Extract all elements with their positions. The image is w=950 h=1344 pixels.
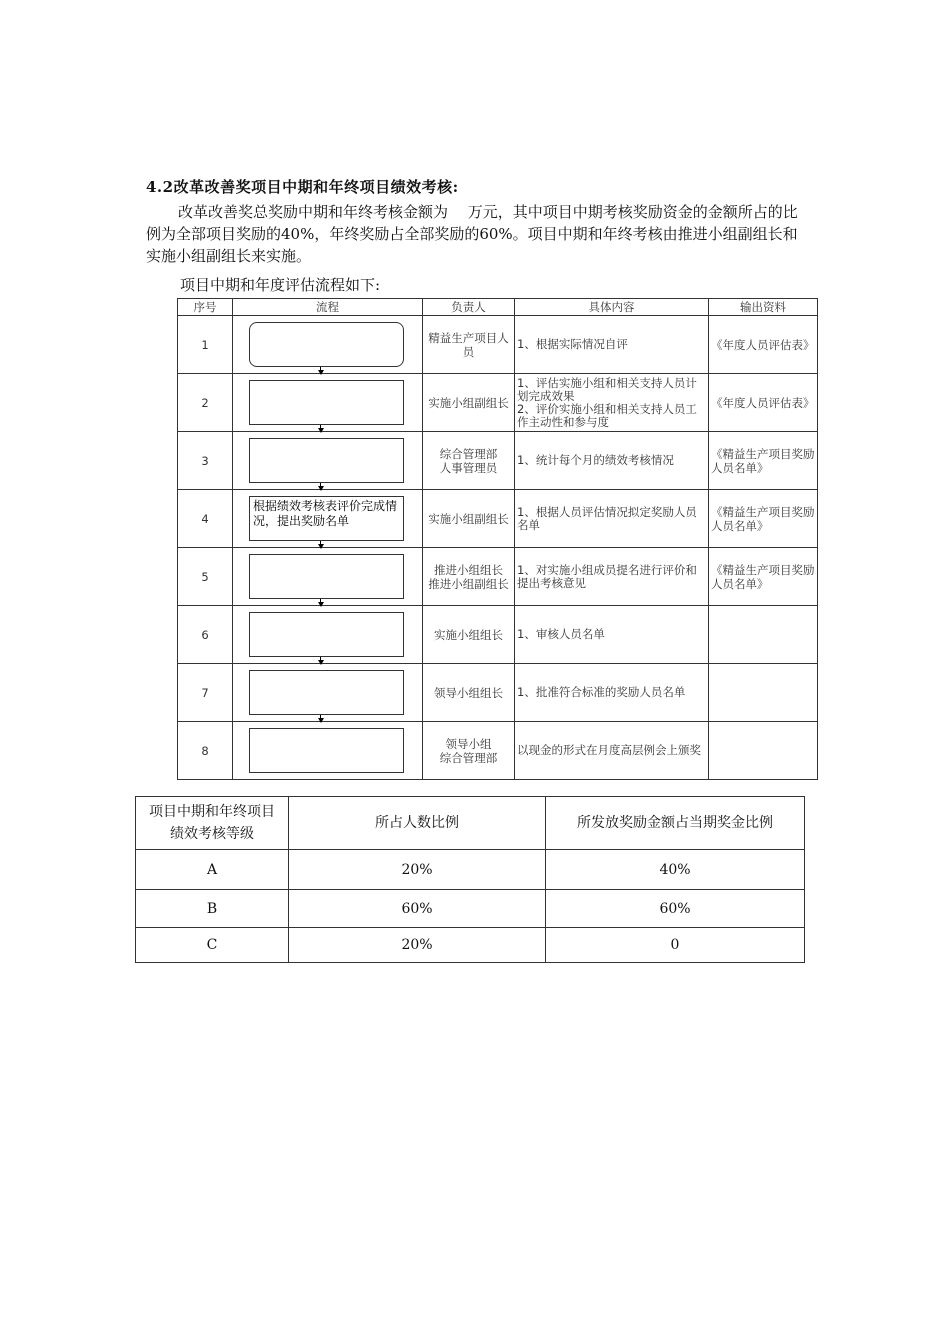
- flow-content: 1、根据人员评估情况拟定奖励人员名单: [515, 490, 709, 548]
- flow-process-box: 根据绩效考核表评价完成情况，提出奖励名单: [249, 496, 404, 541]
- flow-process-cell: [233, 548, 423, 606]
- flow-responsible: 实施小组组长: [423, 606, 515, 664]
- flow-step-number: 3: [178, 432, 233, 490]
- grade-bonus: 0: [546, 928, 805, 963]
- grade-level: B: [136, 890, 289, 928]
- flow-content: 1、根据实际情况自评: [515, 316, 709, 374]
- flow-step-number: 2: [178, 374, 233, 432]
- flow-arrow-down-icon: [318, 428, 324, 433]
- flow-process-box: [249, 612, 404, 657]
- flow-process-box: [249, 322, 404, 367]
- flow-output: [709, 664, 818, 722]
- grade-row: [136, 928, 805, 963]
- flow-output: 《年度人员评估表》: [709, 316, 818, 374]
- flow-arrow-down-icon: [318, 486, 324, 491]
- col-header-num: 序号: [178, 299, 233, 316]
- flow-step-number: 4: [178, 490, 233, 548]
- flow-step-number: 5: [178, 548, 233, 606]
- flow-content: 1、统计每个月的绩效考核情况: [515, 432, 709, 490]
- section-heading: 4.2改革改善奖项目中期和年终项目绩效考核:: [146, 178, 459, 196]
- flow-step-number: 6: [178, 606, 233, 664]
- flow-process-box: [249, 438, 404, 483]
- flow-arrow-down-icon: [318, 602, 324, 607]
- flow-process-cell: [233, 722, 423, 780]
- grade-headcount: 20%: [289, 850, 546, 890]
- flow-output: [709, 606, 818, 664]
- paragraph-bonus-amount: 改革改善奖总奖励中期和年终考核金额为 万元，其中项目中期考核奖励资金的金额所占的比例为全部项目奖励的40%，年终奖励占全部奖励的60%。项目中期和年终考核由推进小组副组长和实施小组副组长来实施。: [146, 203, 798, 265]
- flow-arrow-down-icon: [318, 544, 324, 549]
- flow-row: [178, 316, 818, 374]
- flow-process-cell: [233, 664, 423, 722]
- flow-output: 《年度人员评估表》: [709, 374, 818, 432]
- flow-process-cell: [233, 316, 423, 374]
- flow-output: 《精益生产项目奖励人员名单》: [709, 548, 818, 606]
- flow-responsible: 推进小组组长 推进小组副组长: [423, 548, 515, 606]
- grade-header-headcount: 所占人数比例: [289, 797, 546, 850]
- flow-content: 1、批准符合标准的奖励人员名单: [515, 664, 709, 722]
- col-header-responsible: 负责人: [423, 299, 515, 316]
- flow-row: [178, 664, 818, 722]
- flow-output: 《精益生产项目奖励人员名单》: [709, 490, 818, 548]
- flow-table-header-row: [178, 299, 818, 316]
- flow-responsible: 领导小组组长: [423, 664, 515, 722]
- flow-process-cell: [233, 432, 423, 490]
- col-header-content: 具体内容: [515, 299, 709, 316]
- flow-process-box: [249, 554, 404, 599]
- grade-level: A: [136, 850, 289, 890]
- grade-table: [135, 796, 805, 963]
- flow-process-cell: [233, 490, 423, 548]
- flow-row: [178, 490, 818, 548]
- paragraph-flow-intro: 项目中期和年度评估流程如下:: [180, 276, 381, 294]
- flow-process-box: [249, 728, 404, 773]
- flow-arrow-down-icon: [318, 370, 324, 375]
- flow-row: [178, 374, 818, 432]
- flow-content: 以现金的形式在月度高层例会上颁奖: [515, 722, 709, 780]
- flow-arrow-down-icon: [318, 660, 324, 665]
- grade-row: [136, 890, 805, 928]
- flow-row: [178, 432, 818, 490]
- flow-output: 《精益生产项目奖励人员名单》: [709, 432, 818, 490]
- flow-row: [178, 606, 818, 664]
- evaluation-flow-table: [177, 298, 818, 780]
- flow-content: 1、评估实施小组和相关支持人员计划完成效果 2、评价实施小组和相关支持人员工作主动性和参与度: [515, 374, 709, 432]
- flow-responsible: 实施小组副组长: [423, 374, 515, 432]
- grade-row: [136, 850, 805, 890]
- grade-header-level: 项目中期和年终项目绩效考核等级: [136, 797, 289, 850]
- flow-process-box: [249, 670, 404, 715]
- grade-headcount: 60%: [289, 890, 546, 928]
- flow-responsible: 实施小组副组长: [423, 490, 515, 548]
- flow-process-cell: [233, 606, 423, 664]
- flow-arrow-down-icon: [318, 718, 324, 723]
- flow-row: [178, 722, 818, 780]
- grade-level: C: [136, 928, 289, 963]
- grade-header-bonus: 所发放奖励金额占当期奖金比例: [546, 797, 805, 850]
- flow-responsible: 综合管理部 人事管理员: [423, 432, 515, 490]
- col-header-process: 流程: [233, 299, 423, 316]
- flow-responsible: 领导小组 综合管理部: [423, 722, 515, 780]
- flow-process-cell: [233, 374, 423, 432]
- flow-output: [709, 722, 818, 780]
- flow-step-number: 7: [178, 664, 233, 722]
- flow-step-number: 8: [178, 722, 233, 780]
- flow-step-number: 1: [178, 316, 233, 374]
- grade-headcount: 20%: [289, 928, 546, 963]
- flow-row: [178, 548, 818, 606]
- col-header-output: 输出资料: [709, 299, 818, 316]
- flow-content: 1、审核人员名单: [515, 606, 709, 664]
- flow-responsible: 精益生产项目人员: [423, 316, 515, 374]
- grade-bonus: 60%: [546, 890, 805, 928]
- grade-table-header-row: [136, 797, 805, 850]
- grade-bonus: 40%: [546, 850, 805, 890]
- flow-content: 1、对实施小组成员提名进行评价和提出考核意见: [515, 548, 709, 606]
- flow-process-box: [249, 380, 404, 425]
